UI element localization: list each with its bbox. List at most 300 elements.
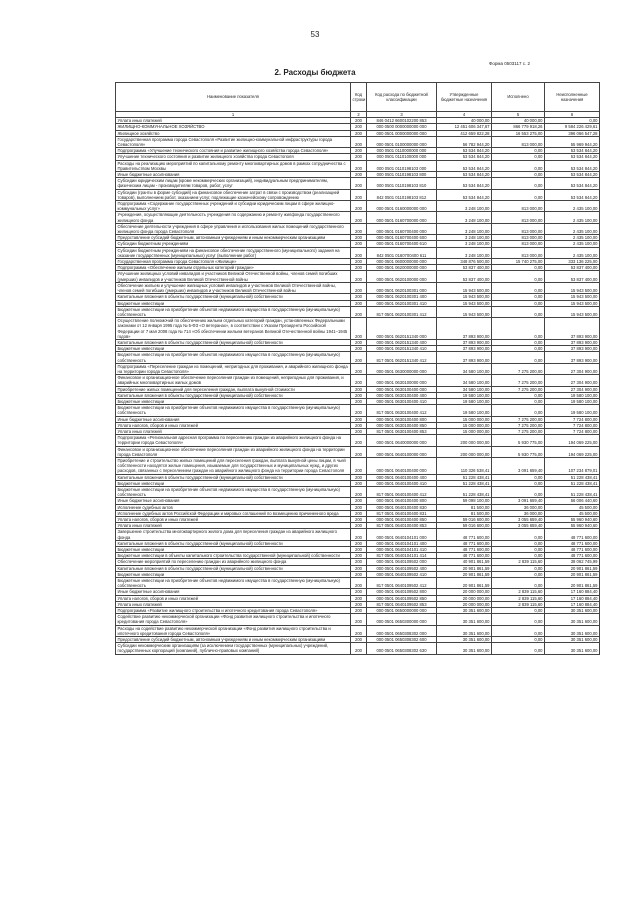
row-unexecuted-amount: 396 066 547,28 xyxy=(545,130,600,136)
row-classification-code: 000 0501 0640109502 400 xyxy=(367,565,437,571)
row-executed-amount: 0,00 xyxy=(492,529,545,540)
row-name: Подпрограмма «Региональная адресная программа по переселению граждан из аварийного жилищного фонда на территории города Севастополя» xyxy=(116,435,351,446)
row-classification-code: 817 0501 0620151340 412 xyxy=(367,352,437,363)
row-classification-code: 000 0501 0110000000 000 xyxy=(367,148,437,154)
row-classification-code: 000 0501 0640000000 000 xyxy=(367,435,437,446)
row-name: Содействие развитию некоммерческой организации «Фонд развития жилищного строительства и ипотечного кредитования города Севастополя» xyxy=(116,614,351,625)
row-executed-amount: 2 839 115,60 xyxy=(492,601,545,607)
row-code: 200 xyxy=(351,608,367,614)
row-approved-amount: 20 000 000,00 xyxy=(437,601,492,607)
table-row xyxy=(116,136,600,147)
row-unexecuted-amount: 15 943 500,00 xyxy=(545,282,600,293)
row-unexecuted-amount: 15 943 500,00 xyxy=(545,300,600,306)
column-number: 2 xyxy=(351,112,367,118)
row-classification-code: 817 0501 0640104101 414 xyxy=(367,553,437,559)
row-code: 200 xyxy=(351,428,367,434)
row-classification-code: 000 0501 0000000000 000 xyxy=(367,130,437,136)
row-name: Предоставление субсидий бюджетным, автономным учреждениям и иным некоммерческим организациям xyxy=(116,637,351,643)
row-unexecuted-amount: 55 969 944,20 xyxy=(545,136,600,147)
table-row xyxy=(116,271,600,282)
row-executed-amount: 0,00 xyxy=(492,154,545,160)
row-name: Обеспечение жильем и улучшение жилищных условий инвалидов и участников Великой Отечественной войны, членов семей погибших (умерших) инвалидов и участников Великой Отечественной войны xyxy=(116,282,351,293)
expenses-table xyxy=(115,82,600,655)
row-classification-code: 817 0501 0640100400 412 xyxy=(367,487,437,498)
row-executed-amount: 0,00 xyxy=(492,614,545,625)
row-code: 200 xyxy=(351,247,367,258)
row-name: Субсидии юридическим лицам (кроме некоммерческих организаций), индивидуальным предпринимателям, физическим лицам - производителям товаров, работ, услуг xyxy=(116,178,351,189)
row-name: Капитальные вложения в объекты государственной (муниципальной) собственности xyxy=(116,339,351,345)
row-code: 200 xyxy=(351,201,367,212)
row-classification-code: 846 0412 6600102200 853 xyxy=(367,118,437,124)
row-name: Капитальные вложения в объекты государственной (муниципальной) собственности xyxy=(116,565,351,571)
form-label: Форма 0503117 с. 2 xyxy=(489,61,530,66)
row-executed-amount: 0,00 xyxy=(492,300,545,306)
row-unexecuted-amount: 48 771 600,00 xyxy=(545,540,600,546)
row-classification-code: 000 0501 0640100400 850 xyxy=(367,517,437,523)
row-name: Бюджетные инвестиции на приобретение объектов недвижимого имущества в государственную (муниципальную) собственность xyxy=(116,352,351,363)
row-unexecuted-amount: 53 534 844,20 xyxy=(545,172,600,178)
row-approved-amount: 412 659 822,28 xyxy=(437,130,492,136)
row-name: Субсидии бюджетным учреждениям xyxy=(116,241,351,247)
table-row xyxy=(116,595,600,601)
row-unexecuted-amount: 48 771 600,00 xyxy=(545,547,600,553)
row-executed-amount: 0,00 xyxy=(492,398,545,404)
row-approved-amount: 15 943 500,00 xyxy=(437,282,492,293)
table-row xyxy=(116,306,600,317)
row-classification-code: 000 0501 0160700400 600 xyxy=(367,235,437,241)
row-approved-amount: 20 901 861,59 xyxy=(437,578,492,589)
row-unexecuted-amount: 30 351 600,00 xyxy=(545,625,600,636)
row-approved-amount: 40 901 861,59 xyxy=(437,559,492,565)
row-unexecuted-amount: 45 500,00 xyxy=(545,504,600,510)
row-name: Бюджетные инвестиции xyxy=(116,300,351,306)
row-unexecuted-amount: 20 901 861,59 xyxy=(545,571,600,577)
row-unexecuted-amount: 2 435 100,00 xyxy=(545,235,600,241)
row-classification-code: 000 0501 0640100400 410 xyxy=(367,480,437,486)
row-name: Иные бюджетные ассигнования xyxy=(116,172,351,178)
row-code: 200 xyxy=(351,148,367,154)
row-classification-code: 842 0501 0110198103 812 xyxy=(367,189,437,200)
row-name: Уплата иных платежей xyxy=(116,118,351,124)
row-executed-amount: 15 740 275,00 xyxy=(492,259,545,265)
row-approved-amount: 200 000 000,00 xyxy=(437,446,492,457)
row-code: 200 xyxy=(351,294,367,300)
row-executed-amount: 40 000,00 xyxy=(492,118,545,124)
row-unexecuted-amount: 2 435 100,00 xyxy=(545,223,600,234)
row-executed-amount: 0,00 xyxy=(492,643,545,654)
row-classification-code: 000 0501 0640100400 800 xyxy=(367,498,437,504)
row-approved-amount: 30 351 600,00 xyxy=(437,614,492,625)
row-unexecuted-amount: 107 234 879,01 xyxy=(545,457,600,474)
row-unexecuted-amount: 53 534 844,20 xyxy=(545,160,600,171)
row-classification-code: 000 0501 0630100400 410 xyxy=(367,398,437,404)
row-approved-amount: 53 534 844,20 xyxy=(437,172,492,178)
table-row xyxy=(116,282,600,293)
row-classification-code: 000 0501 0650000000 000 xyxy=(367,608,437,614)
row-code: 200 xyxy=(351,601,367,607)
row-code: 200 xyxy=(351,386,367,392)
row-name: Исполнение судебных актов xyxy=(116,504,351,510)
row-code: 200 xyxy=(351,405,367,416)
row-unexecuted-amount: 48 771 600,00 xyxy=(545,553,600,559)
table-row xyxy=(116,386,600,392)
row-executed-amount: 16 553 275,00 xyxy=(492,130,545,136)
row-name: Расходы на содействие развитию некоммерческой организации «Фонд развития жилищного строительства и ипотечного кредитования города Севастополя» xyxy=(116,625,351,636)
row-name: Приобретение и строительство жилых помещений для переселения граждан, выплата выкупной цены лицам, в чьей собственности находятся жилые помещения, изымаемые для государственных и муниципальных нужд, и других расходов, связанных с переселением граждан из аварийного жилищного фонда на территории города Севастополя xyxy=(116,457,351,474)
row-code: 200 xyxy=(351,416,367,422)
row-classification-code: 000 0501 0110198103 800 xyxy=(367,172,437,178)
row-name: Завершение строительства многоквартирного жилого дома для переселения граждан из аварийного жилищного фонда xyxy=(116,529,351,540)
row-code: 200 xyxy=(351,625,367,636)
table-row xyxy=(116,363,600,374)
row-approved-amount: 15 000 000,00 xyxy=(437,422,492,428)
column-number: 4 xyxy=(437,112,492,118)
row-classification-code: 000 0501 0650308302 000 xyxy=(367,625,437,636)
row-name: Финансовое и организационное обеспечение переселения граждан из помещений, непригодных для проживания, и аварийных многоквартирных жилых домов xyxy=(116,375,351,386)
row-executed-amount: 7 275 200,00 xyxy=(492,363,545,374)
row-classification-code: 000 0501 0110198103 810 xyxy=(367,178,437,189)
row-name: Подпрограмма «Улучшение технического состояния и развитие жилищного хозяйства города Севастополя» xyxy=(116,148,351,154)
row-classification-code: 000 0501 0620000000 000 xyxy=(367,265,437,271)
row-unexecuted-amount: 30 351 600,00 xyxy=(545,614,600,625)
column-number: 1 xyxy=(116,112,351,118)
row-unexecuted-amount: 2 435 100,00 xyxy=(545,201,600,212)
row-code: 200 xyxy=(351,457,367,474)
row-classification-code: 000 0501 0620151340 400 xyxy=(367,339,437,345)
row-code: 200 xyxy=(351,559,367,565)
row-approved-amount: 20 000 000,00 xyxy=(437,589,492,595)
column-header-executed: Исполнено xyxy=(492,83,545,112)
row-unexecuted-amount: 19 580 100,00 xyxy=(545,405,600,416)
row-executed-amount: 0,00 xyxy=(492,392,545,398)
row-classification-code: 000 0501 0620100301 400 xyxy=(367,294,437,300)
row-approved-amount: 200 000 000,00 xyxy=(437,435,492,446)
row-approved-amount: 15 943 500,00 xyxy=(437,306,492,317)
row-code: 200 xyxy=(351,540,367,546)
row-executed-amount: 7 275 200,00 xyxy=(492,422,545,428)
row-classification-code: 000 0501 0640100000 000 xyxy=(367,446,437,457)
row-approved-amount: 12 451 606 347,67 xyxy=(437,124,492,130)
row-unexecuted-amount: 9 584 226 429,61 xyxy=(545,124,600,130)
row-approved-amount: 15 000 000,00 xyxy=(437,416,492,422)
row-executed-amount: 2 839 115,60 xyxy=(492,589,545,595)
row-approved-amount: 3 248 100,00 xyxy=(437,247,492,258)
row-name: Подпрограмма «Переселение граждан из помещений, непригодных для проживания, и аварийного жилищного фонда на территории города Севастополя» xyxy=(116,363,351,374)
column-header-code: Код строки xyxy=(351,83,367,112)
row-classification-code: 842 0501 0160700400 611 xyxy=(367,247,437,258)
table-row xyxy=(116,578,600,589)
row-executed-amount: 813 000,00 xyxy=(492,241,545,247)
row-approved-amount: 53 837 400,00 xyxy=(437,271,492,282)
row-name: Бюджетные инвестиции xyxy=(116,547,351,553)
row-executed-amount: 0,00 xyxy=(492,547,545,553)
row-unexecuted-amount: 7 724 800,00 xyxy=(545,428,600,434)
row-approved-amount: 3 248 100,00 xyxy=(437,212,492,223)
row-unexecuted-amount: 30 351 600,00 xyxy=(545,643,600,654)
row-executed-amount: 0,00 xyxy=(492,608,545,614)
row-code: 200 xyxy=(351,517,367,523)
row-name: Уплата иных платежей xyxy=(116,523,351,529)
row-name: Уплата налогов, сборов и иных платежей xyxy=(116,517,351,523)
row-name: Иные бюджетные ассигнования xyxy=(116,589,351,595)
table-row xyxy=(116,625,600,636)
row-approved-amount: 53 534 844,20 xyxy=(437,189,492,200)
row-unexecuted-amount: 15 943 500,00 xyxy=(545,294,600,300)
row-executed-amount: 0,00 xyxy=(492,339,545,345)
row-approved-amount: 48 771 600,00 xyxy=(437,540,492,546)
row-classification-code: 000 0501 0640100400 400 xyxy=(367,474,437,480)
row-code: 200 xyxy=(351,392,367,398)
table-row xyxy=(116,405,600,416)
row-approved-amount: 53 534 844,20 xyxy=(437,178,492,189)
row-name: ЖИЛИЩНО-КОММУНАЛЬНОЕ ХОЗЯЙСТВО xyxy=(116,124,351,130)
table-row xyxy=(116,352,600,363)
row-executed-amount: 5 930 775,00 xyxy=(492,435,545,446)
row-code: 200 xyxy=(351,435,367,446)
row-approved-amount: 51 228 438,41 xyxy=(437,474,492,480)
row-name: Бюджетные инвестиции xyxy=(116,480,351,486)
table-row xyxy=(116,223,600,234)
section-title: 2. Расходы бюджета xyxy=(274,68,356,77)
row-classification-code: 000 0501 0630100400 800 xyxy=(367,416,437,422)
row-approved-amount: 59 016 600,00 xyxy=(437,517,492,523)
row-approved-amount: 59 098 100,00 xyxy=(437,498,492,504)
row-name: Финансовое и организационное обеспечение переселения граждан из аварийного жилищного фонда на территории города Севастополя xyxy=(116,446,351,457)
table-row xyxy=(116,446,600,457)
row-name: Учреждения, осуществляющие деятельность учреждения по содержанию и ремонту жилфонда государственного жилищного фонда xyxy=(116,212,351,223)
row-code: 200 xyxy=(351,265,367,271)
row-executed-amount: 5 930 775,00 xyxy=(492,446,545,457)
row-code: 200 xyxy=(351,510,367,516)
row-executed-amount: 0,00 xyxy=(492,553,545,559)
row-executed-amount: 7 275 200,00 xyxy=(492,416,545,422)
row-approved-amount: 110 326 538,41 xyxy=(437,457,492,474)
row-executed-amount: 0,00 xyxy=(492,294,545,300)
page-number: 53 xyxy=(310,30,320,39)
row-code: 200 xyxy=(351,178,367,189)
row-classification-code: 000 0501 0630100400 400 xyxy=(367,392,437,398)
row-unexecuted-amount: 56 006 440,60 xyxy=(545,498,600,504)
table-row xyxy=(116,160,600,171)
row-name: Уплата иных платежей xyxy=(116,601,351,607)
table-row xyxy=(116,487,600,498)
table-row xyxy=(116,247,600,258)
row-classification-code: 000 0501 0160700000 000 xyxy=(367,212,437,223)
row-code: 200 xyxy=(351,282,367,293)
row-name: Улучшение жилищных условий инвалидов и участников Великой Отечественной войны, членов семей погибших (умерших) инвалидов и участников Великой Отечественной войны xyxy=(116,271,351,282)
row-approved-amount: 348 876 500,00 xyxy=(437,259,492,265)
row-code: 200 xyxy=(351,223,367,234)
table-row xyxy=(116,201,600,212)
row-name: Бюджетные инвестиции на приобретение объектов недвижимого имущества в государственную (муниципальную) собственность xyxy=(116,405,351,416)
column-number: 5 xyxy=(492,112,545,118)
row-executed-amount: 0,00 xyxy=(492,160,545,171)
row-code: 200 xyxy=(351,124,367,130)
row-approved-amount: 20 901 861,59 xyxy=(437,565,492,571)
table-row xyxy=(116,318,600,340)
row-classification-code: 817 0501 0630100400 853 xyxy=(367,428,437,434)
row-name: Уплата налогов, сборов и иных платежей xyxy=(116,422,351,428)
row-unexecuted-amount: 37 893 900,00 xyxy=(545,346,600,352)
table-row xyxy=(116,189,600,200)
row-code: 200 xyxy=(351,565,367,571)
row-approved-amount: 3 248 100,00 xyxy=(437,235,492,241)
row-approved-amount: 3 248 100,00 xyxy=(437,241,492,247)
row-executed-amount: 0,00 xyxy=(492,352,545,363)
row-executed-amount: 0,00 xyxy=(492,474,545,480)
row-name: Капитальные вложения в объекты государственной (муниципальной) собственности xyxy=(116,540,351,546)
row-unexecuted-amount: 37 893 900,00 xyxy=(545,339,600,345)
row-unexecuted-amount: 55 960 940,60 xyxy=(545,523,600,529)
row-approved-amount: 3 248 100,00 xyxy=(437,201,492,212)
row-name: Государственная программа города Севастополя «Жилище» xyxy=(116,259,351,265)
row-classification-code: 000 0501 0620100301 000 xyxy=(367,282,437,293)
row-classification-code: 000 0501 0640109502 410 xyxy=(367,571,437,577)
row-classification-code: 000 0501 0620100000 000 xyxy=(367,271,437,282)
row-approved-amount: 15 000 000,00 xyxy=(437,428,492,434)
row-classification-code: 817 0501 0640109502 853 xyxy=(367,601,437,607)
row-executed-amount: 0,00 xyxy=(492,571,545,577)
row-unexecuted-amount: 38 062 745,99 xyxy=(545,559,600,565)
row-name: Улучшение технического состояния и развитие жилищного хозяйства города Севастополя xyxy=(116,154,351,160)
row-approved-amount: 20 000 000,00 xyxy=(437,595,492,601)
row-code: 200 xyxy=(351,352,367,363)
row-name: Расходы на реализацию мероприятий по капитальному ремонту многоквартирных домов в рамках сотрудничества с Правительством Москвы xyxy=(116,160,351,171)
row-unexecuted-amount: 48 771 600,00 xyxy=(545,529,600,540)
row-unexecuted-amount: 15 943 500,00 xyxy=(545,306,600,317)
row-code: 200 xyxy=(351,487,367,498)
row-unexecuted-amount: 53 837 400,00 xyxy=(545,265,600,271)
row-executed-amount: 7 275 200,00 xyxy=(492,375,545,386)
table-row xyxy=(116,124,600,130)
table-row xyxy=(116,375,600,386)
row-executed-amount: 866 779 918,26 xyxy=(492,124,545,130)
row-unexecuted-amount: 53 534 844,20 xyxy=(545,189,600,200)
row-executed-amount: 3 091 659,40 xyxy=(492,498,545,504)
row-name: Бюджетные инвестиции xyxy=(116,398,351,404)
table-row xyxy=(116,517,600,523)
row-classification-code: 000 0501 0100000000 000 xyxy=(367,136,437,147)
row-classification-code: 000 0501 0640104101 400 xyxy=(367,540,437,546)
row-approved-amount: 15 943 500,00 xyxy=(437,300,492,306)
row-approved-amount: 30 351 600,00 xyxy=(437,608,492,614)
table-row xyxy=(116,241,600,247)
row-executed-amount: 0,00 xyxy=(492,540,545,546)
row-code: 200 xyxy=(351,235,367,241)
table-row xyxy=(116,457,600,474)
row-approved-amount: 51 228 438,41 xyxy=(437,480,492,486)
row-approved-amount: 37 893 900,00 xyxy=(437,346,492,352)
row-unexecuted-amount: 27 304 900,00 xyxy=(545,363,600,374)
row-executed-amount: 7 275 200,00 xyxy=(492,428,545,434)
row-name: Приобретение жилых помещений для переселения граждан, выплата выкупной стоимости xyxy=(116,386,351,392)
row-executed-amount: 813 000,00 xyxy=(492,247,545,258)
row-code: 200 xyxy=(351,637,367,643)
row-executed-amount: 0,00 xyxy=(492,148,545,154)
row-executed-amount: 0,00 xyxy=(492,265,545,271)
row-code: 200 xyxy=(351,363,367,374)
table-row xyxy=(116,212,600,223)
row-code: 200 xyxy=(351,154,367,160)
row-unexecuted-amount: 37 893 900,00 xyxy=(545,352,600,363)
row-code: 200 xyxy=(351,241,367,247)
row-unexecuted-amount: 17 160 884,40 xyxy=(545,601,600,607)
row-executed-amount: 0,00 xyxy=(492,625,545,636)
table-body xyxy=(116,112,600,655)
row-code: 200 xyxy=(351,474,367,480)
row-unexecuted-amount: 17 160 884,40 xyxy=(545,589,600,595)
row-executed-amount: 0,00 xyxy=(492,637,545,643)
row-classification-code: 000 0501 0640109502 850 xyxy=(367,595,437,601)
row-classification-code: 817 0501 0640100400 853 xyxy=(367,523,437,529)
row-unexecuted-amount: 7 724 800,00 xyxy=(545,416,600,422)
row-code: 200 xyxy=(351,318,367,340)
row-code: 200 xyxy=(351,504,367,510)
table-row xyxy=(116,510,600,516)
row-unexecuted-amount: 0,00 xyxy=(545,118,600,124)
row-approved-amount: 53 534 844,20 xyxy=(437,148,492,154)
row-approved-amount: 19 580 100,00 xyxy=(437,398,492,404)
row-unexecuted-amount: 45 500,00 xyxy=(545,510,600,516)
row-approved-amount: 19 580 100,00 xyxy=(437,405,492,416)
row-code: 200 xyxy=(351,422,367,428)
row-classification-code: 000 0501 0630100400 000 xyxy=(367,386,437,392)
row-unexecuted-amount: 53 534 844,20 xyxy=(545,154,600,160)
row-approved-amount: 19 580 100,00 xyxy=(437,392,492,398)
column-header-class: Код расхода по бюджетной классификации xyxy=(367,83,437,112)
row-classification-code: 000 0501 0160700400 000 xyxy=(367,223,437,234)
row-unexecuted-amount: 53 534 844,20 xyxy=(545,148,600,154)
row-approved-amount: 37 893 900,00 xyxy=(437,318,492,340)
table-header xyxy=(116,83,600,112)
row-approved-amount: 34 580 100,00 xyxy=(437,375,492,386)
row-executed-amount: 813 000,00 xyxy=(492,223,545,234)
row-classification-code: 000 0501 0630000000 000 xyxy=(367,363,437,374)
row-executed-amount: 3 055 659,40 xyxy=(492,517,545,523)
table-row xyxy=(116,435,600,446)
row-code: 200 xyxy=(351,523,367,529)
row-executed-amount: 0,00 xyxy=(492,178,545,189)
row-executed-amount: 2 839 115,60 xyxy=(492,559,545,565)
row-classification-code: 817 0501 0630100400 412 xyxy=(367,405,437,416)
row-name: Бюджетные инвестиции на приобретение объектов недвижимого имущества в государственную (муниципальную) собственность xyxy=(116,578,351,589)
row-code: 200 xyxy=(351,271,367,282)
row-code: 200 xyxy=(351,578,367,589)
table-row xyxy=(116,614,600,625)
row-executed-amount: 0,00 xyxy=(492,578,545,589)
row-executed-amount: 7 275 200,00 xyxy=(492,386,545,392)
column-number: 3 xyxy=(367,112,437,118)
row-unexecuted-amount: 55 960 940,60 xyxy=(545,517,600,523)
row-classification-code: 000 0501 0640100400 000 xyxy=(367,457,437,474)
table-row xyxy=(116,178,600,189)
row-name: Обеспечение деятельности учреждения в сфере управления и использования жилых помещений государственного жилищного фонда города Севастополя xyxy=(116,223,351,234)
row-approved-amount: 53 534 844,20 xyxy=(437,154,492,160)
row-executed-amount: 0,00 xyxy=(492,172,545,178)
row-name: Осуществление полномочий по обеспечению жильем отдельных категорий граждан, установленных Федеральными законами от 12 января 1995 года № 5-ФЗ «О ветеранах», в соответствии с Указом Президента Российской Федерации от 7 мая 2008 года № 714 «Об обеспечении жильем ветеранов Великой Отечественной войны 1941–1945 годов» xyxy=(116,318,351,340)
row-code: 200 xyxy=(351,118,367,124)
row-name: Субсидии некоммерческим организациям (за исключением государственных (муниципальных) учреждений, государственных корпораций (компаний), публично-правовых компаний) xyxy=(116,643,351,654)
row-code: 200 xyxy=(351,259,367,265)
table-row xyxy=(116,559,600,565)
row-classification-code: 000 0501 0160000000 000 xyxy=(367,201,437,212)
row-unexecuted-amount: 2 435 100,00 xyxy=(545,247,600,258)
row-name: Подпрограмма «Обеспечение жильем отдельных категорий граждан» xyxy=(116,265,351,271)
row-unexecuted-amount: 27 304 900,00 xyxy=(545,375,600,386)
row-unexecuted-amount: 20 901 861,59 xyxy=(545,578,600,589)
row-executed-amount: 0,00 xyxy=(492,346,545,352)
row-code: 200 xyxy=(351,136,367,147)
